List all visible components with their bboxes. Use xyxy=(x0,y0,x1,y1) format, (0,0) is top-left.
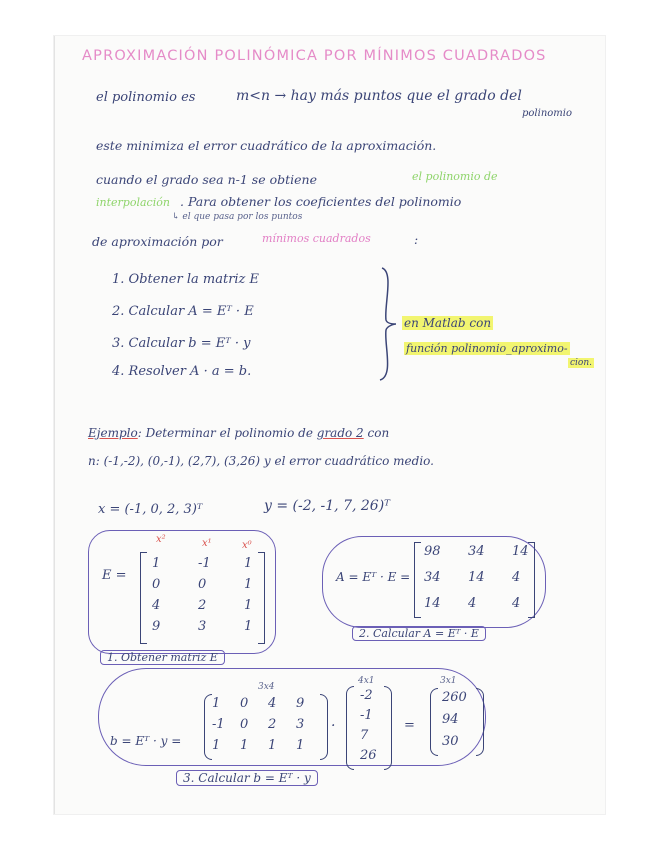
y-vector-cell-r1: -1 xyxy=(360,708,373,723)
multiply-dot: · xyxy=(331,718,336,734)
text-line-1a: el polinomio es xyxy=(96,90,196,105)
e-matrix-prefix: E = xyxy=(102,568,127,583)
a-matrix-right-bracket xyxy=(528,542,535,618)
example-degree: grado 2 xyxy=(316,426,364,440)
b-calc-label: 3. Calcular b = Eᵀ · y xyxy=(176,770,318,786)
a-matrix-left-bracket xyxy=(414,542,421,618)
y-vector-cell-r3: 26 xyxy=(360,748,377,763)
e-header-x1: x¹ xyxy=(202,538,212,549)
e-matrix-cell-r2-c1: 2 xyxy=(198,598,207,613)
a-matrix-cell-r2-c0: 14 xyxy=(424,596,441,611)
b-dim-2: 4x1 xyxy=(358,676,375,686)
a-matrix-label: 2. Calcular A = Eᵀ · E xyxy=(352,626,486,641)
et-matrix-cell-r1-c1: 0 xyxy=(240,717,249,732)
text-line-5c: : xyxy=(414,232,419,247)
example-points: n: (-1,-2), (0,-1), (2,7), (3,26) y el error cuadrático medio. xyxy=(88,454,434,468)
a-matrix-cell-r2-c2: 4 xyxy=(512,596,521,611)
result-vector-cell-r1: 94 xyxy=(442,712,459,727)
text-line-2: este minimiza el error cuadrático de la aproximación. xyxy=(96,138,437,153)
step-2: 2. Calcular A = Eᵀ · E xyxy=(112,304,254,319)
e-header-x2: x² xyxy=(156,534,166,545)
e-matrix-cell-r1-c2: 1 xyxy=(244,577,253,592)
example-text-3: con xyxy=(367,426,390,440)
et-matrix-cell-r2-c1: 1 xyxy=(240,738,249,753)
step-3: 3. Calcular b = Eᵀ · y xyxy=(112,336,251,351)
result-right-paren xyxy=(476,688,484,756)
a-matrix-cell-r2-c1: 4 xyxy=(468,596,477,611)
e-matrix-cell-r3-c2: 1 xyxy=(244,619,253,634)
text-line-5a: de aproximación por xyxy=(92,234,223,249)
et-matrix-cell-r1-c0: -1 xyxy=(212,717,225,732)
step-4: 4. Resolver A · a = b. xyxy=(112,364,252,379)
e-matrix-cell-r3-c0: 9 xyxy=(152,619,161,634)
et-matrix-cell-r2-c3: 1 xyxy=(296,738,305,753)
example-text-1: : Determinar el polinomio de xyxy=(137,426,313,440)
text-line-3a: cuando el grado sea n-1 se obtiene xyxy=(96,172,317,187)
e-matrix-right-bracket xyxy=(258,552,265,644)
y-left-paren xyxy=(346,686,354,770)
text-line-3b: el polinomio de xyxy=(412,170,498,183)
b-dim-3: 3x1 xyxy=(440,676,457,686)
matlab-note-line-3: cion. xyxy=(570,358,592,368)
et-left-paren xyxy=(204,694,212,760)
e-matrix-cell-r3-c1: 3 xyxy=(198,619,207,634)
et-matrix-cell-r2-c0: 1 xyxy=(212,738,221,753)
et-matrix-cell-r0-c2: 4 xyxy=(268,696,277,711)
e-matrix-cell-r2-c0: 4 xyxy=(152,598,161,613)
example-heading xyxy=(88,426,389,440)
text-line-1b: m<n → hay más puntos que el grado del xyxy=(236,88,522,104)
a-matrix-cell-r1-c1: 14 xyxy=(468,570,485,585)
e-matrix-left-bracket xyxy=(140,552,147,644)
e-matrix-cell-r0-c0: 1 xyxy=(152,556,161,571)
a-matrix-cell-r0-c1: 34 xyxy=(468,544,485,559)
matlab-note-line-1: en Matlab con xyxy=(404,316,492,330)
y-vector-cell-r0: -2 xyxy=(360,688,373,703)
a-matrix-prefix: A = Eᵀ · E = xyxy=(336,570,411,584)
example-label: Ejemplo xyxy=(88,426,138,440)
text-line-4b: . Para obtener los coeficientes del polinomio xyxy=(180,194,462,209)
a-matrix-cell-r1-c2: 4 xyxy=(512,570,521,585)
result-vector-cell-r0: 260 xyxy=(442,690,467,705)
text-line-5b: mínimos cuadrados xyxy=(262,232,371,245)
e-matrix-label: 1. Obtener matriz E xyxy=(100,650,225,665)
curly-brace-icon xyxy=(372,266,402,382)
text-line-4a: interpolación xyxy=(96,196,170,209)
e-matrix-cell-r2-c2: 1 xyxy=(244,598,253,613)
b-calc-box xyxy=(98,668,486,766)
a-matrix-cell-r1-c0: 34 xyxy=(424,570,441,585)
text-line-4-note: ↳ el que pasa por los puntos xyxy=(172,212,303,222)
e-matrix-cell-r1-c1: 0 xyxy=(198,577,207,592)
b-calc-prefix: b = Eᵀ · y = xyxy=(110,734,182,748)
e-matrix-cell-r1-c0: 0 xyxy=(152,577,161,592)
step-1: 1. Obtener la matriz E xyxy=(112,272,260,287)
et-matrix-cell-r0-c0: 1 xyxy=(212,696,221,711)
x-vector: x = (-1, 0, 2, 3)ᵀ xyxy=(98,502,203,517)
text-line-1c: polinomio xyxy=(522,108,572,119)
e-matrix-cell-r0-c1: -1 xyxy=(198,556,211,571)
y-vector-cell-r2: 7 xyxy=(360,728,369,743)
et-matrix-cell-r1-c2: 2 xyxy=(268,717,277,732)
a-matrix-cell-r0-c0: 98 xyxy=(424,544,441,559)
matlab-note-line-2: función polinomio_aproximo- xyxy=(406,342,568,355)
y-right-paren xyxy=(384,686,392,770)
b-dim-1: 3x4 xyxy=(258,682,275,692)
y-vector: y = (-2, -1, 7, 26)ᵀ xyxy=(264,498,391,514)
et-matrix-cell-r2-c2: 1 xyxy=(268,738,277,753)
page-title: APROXIMACIÓN POLINÓMICA POR MÍNIMOS CUADRADOS xyxy=(82,48,547,64)
et-matrix-cell-r0-c1: 0 xyxy=(240,696,249,711)
et-matrix-cell-r1-c3: 3 xyxy=(296,717,305,732)
result-left-paren xyxy=(430,688,438,756)
e-matrix-cell-r0-c2: 1 xyxy=(244,556,253,571)
e-header-x0: x⁰ xyxy=(242,540,252,551)
equals-sign: = xyxy=(404,718,415,733)
et-matrix-cell-r0-c3: 9 xyxy=(296,696,305,711)
result-vector-cell-r2: 30 xyxy=(442,734,459,749)
et-right-paren xyxy=(320,694,328,760)
a-matrix-cell-r0-c2: 14 xyxy=(512,544,529,559)
